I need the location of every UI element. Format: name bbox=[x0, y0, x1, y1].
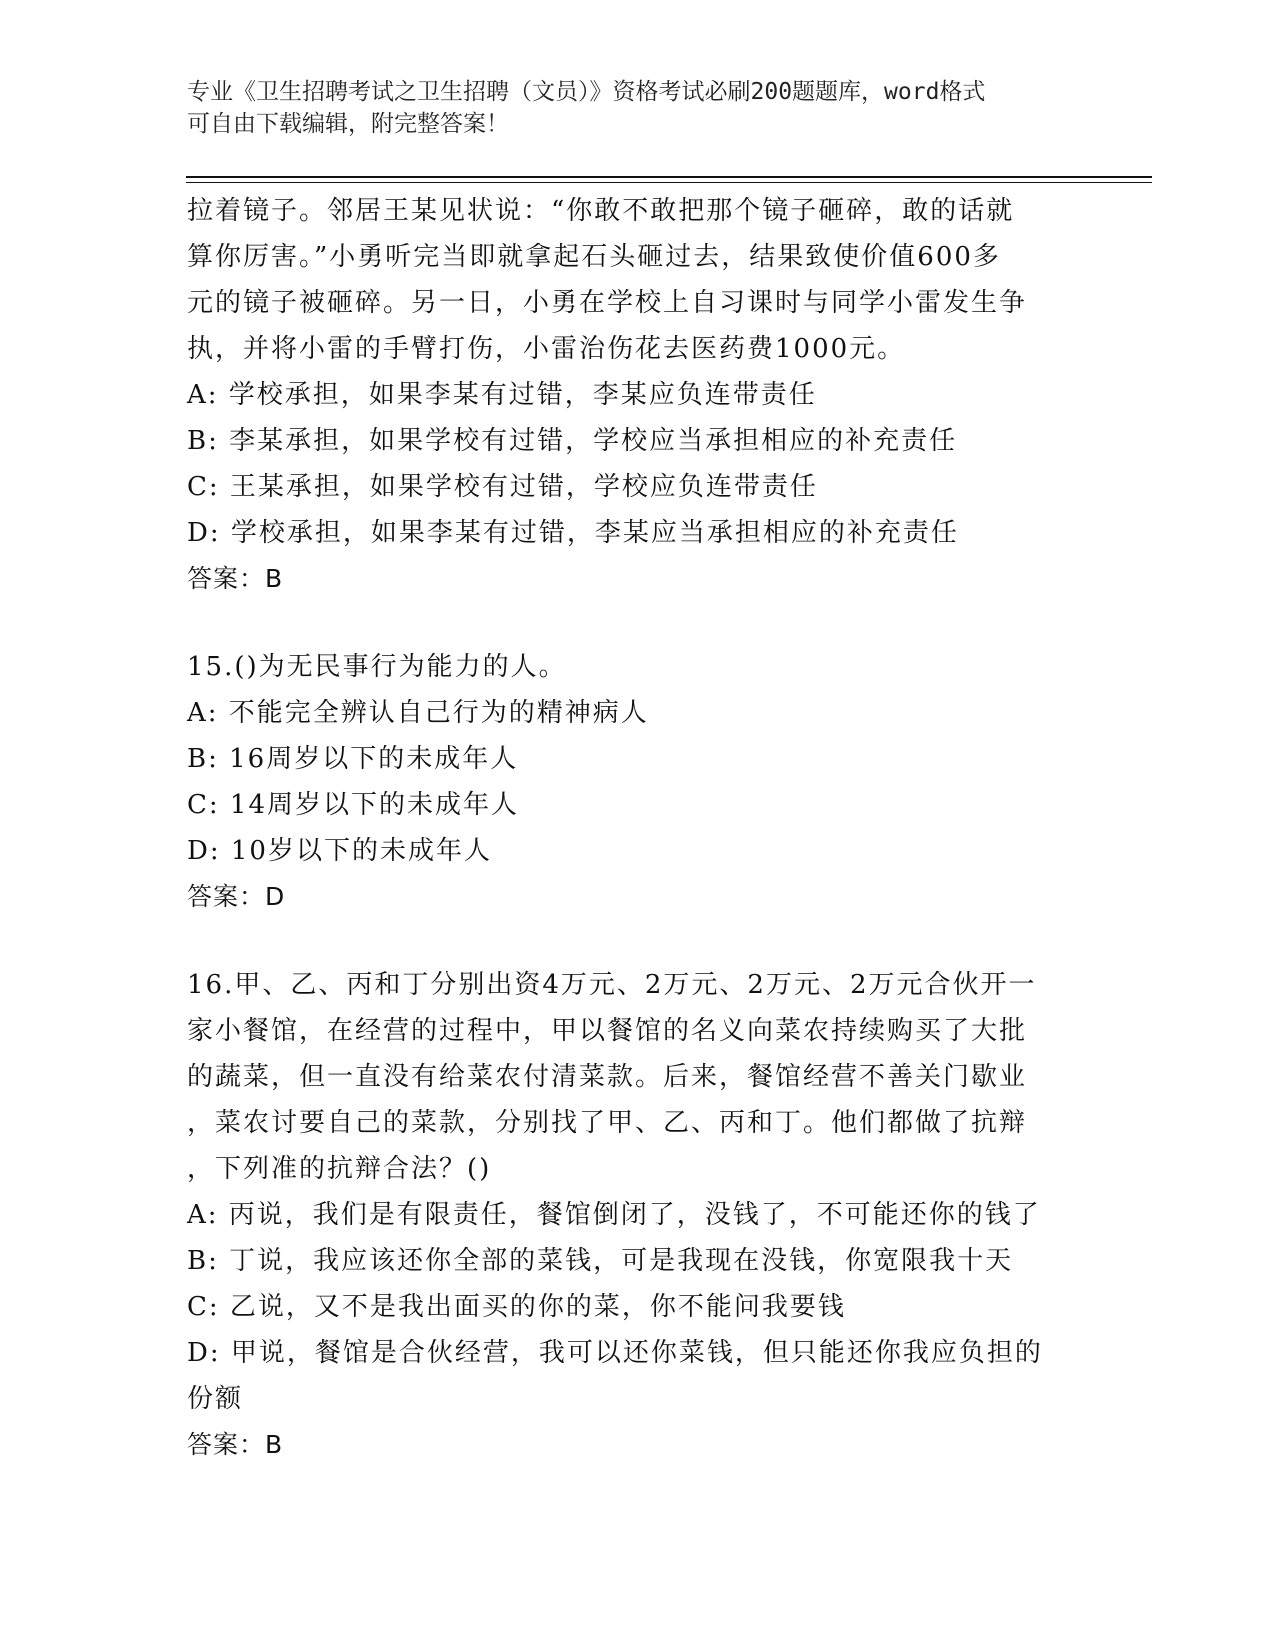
question-16-option-b: B: 丁说，我应该还你全部的菜钱，可是我现在没钱，你宽限我十天 bbox=[187, 1246, 1014, 1276]
question-14-stem-line-2: 算你厉害。”小勇听完当即就拿起石头砸过去，结果致使价值600多 bbox=[187, 242, 1001, 272]
question-14-option-a: A: 学校承担，如果李某有过错，李某应负连带责任 bbox=[187, 380, 817, 410]
question-15-option-b: B: 16周岁以下的未成年人 bbox=[187, 744, 519, 774]
header-rule-thin bbox=[186, 182, 1152, 183]
question-14-option-d: D: 学校承担，如果李某有过错，李某应当承担相应的补充责任 bbox=[187, 518, 959, 548]
question-16 bbox=[187, 962, 1087, 1468]
question-14-option-c: C: 王某承担，如果学校有过错，学校应负连带责任 bbox=[187, 472, 818, 502]
question-15-option-a: A: 不能完全辨认自己行为的精神病人 bbox=[187, 698, 649, 728]
question-16-answer: 答案：B bbox=[187, 1430, 284, 1459]
question-14 bbox=[187, 188, 1087, 602]
question-16-option-c: C: 乙说，又不是我出面买的你的菜，你不能问我要钱 bbox=[187, 1292, 846, 1322]
question-16-stem-line-2: 家小餐馆，在经营的过程中，甲以餐馆的名义向菜农持续购买了大批 bbox=[187, 1016, 1028, 1046]
question-16-stem-line-4: ，菜农讨要自己的菜款，分别找了甲、乙、丙和丁。他们都做了抗辩 bbox=[187, 1108, 1028, 1138]
question-14-stem-line-4: 执，并将小雷的手臂打伤，小雷治伤花去医药费1000元。 bbox=[187, 334, 906, 364]
header-line-1: 专业《卫生招聘考试之卫生招聘（文员）》资格考试必刷200题题库，word格式 bbox=[187, 79, 986, 105]
question-15-stem: 15.()为无民事行为能力的人。 bbox=[187, 652, 567, 682]
question-15 bbox=[187, 644, 1087, 920]
question-14-stem-line-1: 拉着镜子。邻居王某见状说：“你敢不敢把那个镜子砸碎，敢的话就 bbox=[187, 196, 1015, 226]
question-16-stem-line-5: ，下列准的抗辩合法？() bbox=[187, 1154, 492, 1184]
question-14-answer: 答案：B bbox=[187, 564, 284, 593]
spacer bbox=[187, 920, 1087, 962]
header-line-2: 可自由下载编辑，附完整答案！ bbox=[187, 111, 509, 137]
question-16-option-a: A: 丙说，我们是有限责任，餐馆倒闭了，没钱了，不可能还你的钱了 bbox=[187, 1200, 1041, 1230]
question-14-stem-line-3: 元的镜子被砸碎。另一日，小勇在学校上自习课时与同学小雷发生争 bbox=[187, 288, 1028, 318]
question-15-option-d: D: 10岁以下的未成年人 bbox=[187, 836, 492, 866]
document-header bbox=[187, 76, 1067, 140]
question-14-option-b: B: 李某承担，如果学校有过错，学校应当承担相应的补充责任 bbox=[187, 426, 958, 456]
spacer bbox=[187, 602, 1087, 644]
question-15-answer: 答案：D bbox=[187, 882, 286, 911]
header-rule-thick bbox=[186, 176, 1152, 178]
question-16-option-d-continued: 份额 bbox=[187, 1384, 244, 1414]
question-16-stem-line-1: 16.甲、乙、丙和丁分别出资4万元、2万元、2万元、2万元合伙开一 bbox=[187, 970, 1037, 1000]
question-16-option-d: D: 甲说，餐馆是合伙经营，我可以还你菜钱，但只能还你我应负担的 bbox=[187, 1338, 1043, 1368]
question-16-stem-line-3: 的蔬菜，但一直没有给菜农付清菜款。后来，餐馆经营不善关门歇业 bbox=[187, 1062, 1028, 1092]
question-list bbox=[187, 188, 1087, 1468]
question-15-option-c: C: 14周岁以下的未成年人 bbox=[187, 790, 520, 820]
